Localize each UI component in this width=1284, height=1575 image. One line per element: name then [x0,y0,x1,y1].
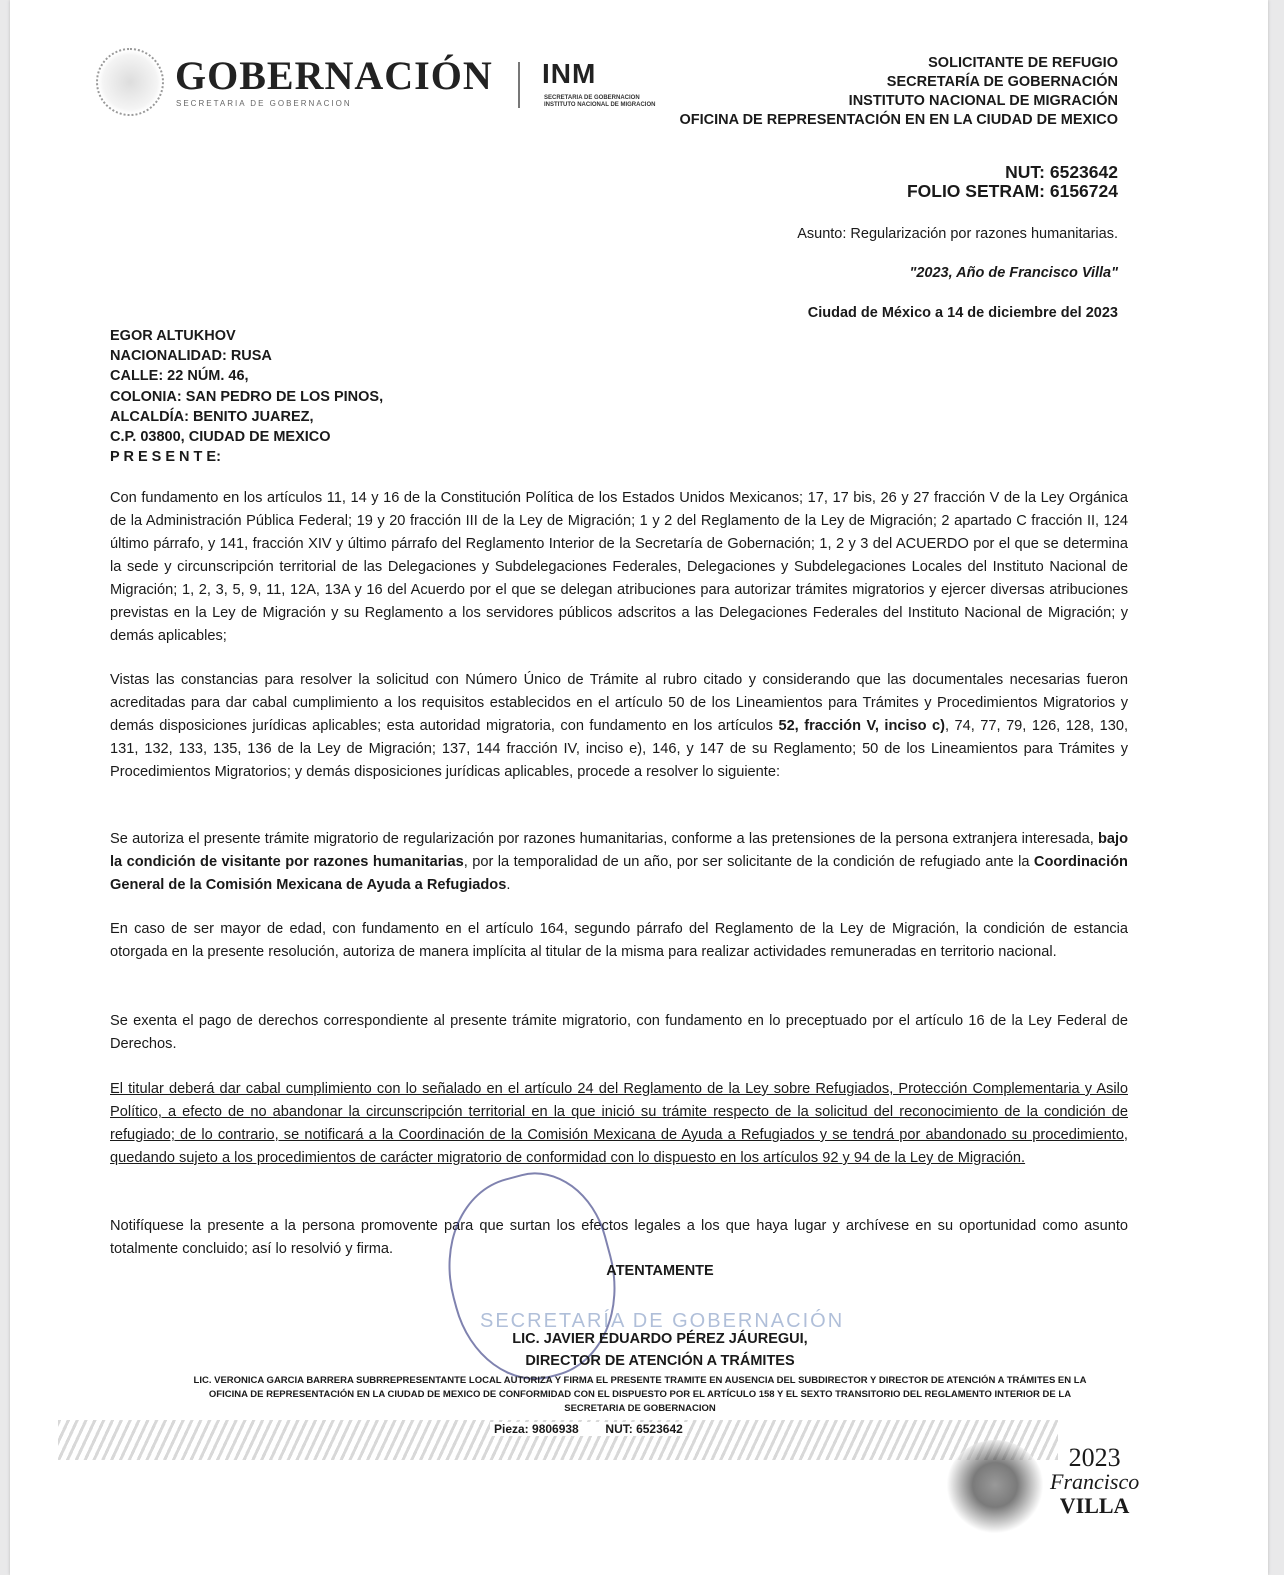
paragraph-considerations [110,669,1128,784]
footer-nut: NUT: 6523642 [605,1422,683,1436]
date: Ciudad de México a 14 de diciembre del 2023 [807,305,1118,321]
footer-line: OFICINA DE REPRESENTACIÓN EN LA CIUDAD DE MEXICO DE CONFORMIDAD CON EL DISPUESTO POR EL ARTÍCULO 158 Y EL SEXTO TRANSITORIO DEL REGLAMENTO INTERIOR DE LA [208,1389,1072,1400]
inm-sub-line: SECRETARIA DE GOBERNACION [544,95,640,101]
bold-text: bajo la condición de visitante por razones humanitarias [110,831,1128,870]
recipient-line: NACIONALIDAD: RUSA [110,348,272,365]
recipient-line: C.P. 03800, CIUDAD DE MEXICO [110,429,331,446]
gobernacion-logo: GOBERNACIÓN [175,53,493,98]
text: Se autoriza el presente trámite migratorio de regularización por razones humanitarias, conforme a las pretensiones de la persona extranjera interesada, [110,831,1098,847]
paragraph-fee-exemption: Se exenta el pago de derechos correspondiente al presente trámite migratorio, con fundamento en lo preceptuado por el artículo 16 de la Ley Federal de Derechos. [110,1013,1128,1052]
paragraph-authorization [110,828,1128,897]
bold-text: Coordinación General de la Comisión Mexicana de Ayuda a Refugiados [110,854,1128,893]
recipient-line: P R E S E N T E: [110,449,221,466]
official-stamp: SECRETARÍA DE GOBERNACIÓN [480,1310,845,1332]
text: Vistas las constancias para resolver la solicitud con Número Único de Trámite al rubro citado y considerando que las documentales necesarias fueron acreditadas para dar cabal cumplimiento a los requisitos establecidos en el artículo 50 de los Lineamientos para Trámites y Procedimientos Migratorios y demás disposiciones jurídicas aplicables; esta autoridad migratoria, con fundamento en los artículos [110,672,1128,734]
pieza-number: Pieza: 9806938 [494,1422,579,1436]
document-page [10,0,1268,1575]
francisco-villa-portrait-icon [945,1440,1045,1540]
recipient-line: EGOR ALTUKHOV [110,328,236,344]
closing: ATENTAMENTE [606,1263,714,1279]
recipient-line: ALCALDÍA: BENITO JUAREZ, [110,408,314,425]
text: . [506,877,511,893]
paragraph-notification: Notifíquese la presente a la persona promovente para que surtan los efectos legales a los que haya lugar y archívese en su oportunidad como asunto totalmente concluido; así lo resolvió y firma. [110,1218,1128,1257]
text: , 74, 77, 79, 126, 128, 130, 131, 132, 133, 135, 136 de la Ley de Migración; 137, 144 fracción IV, inciso e), 146, y 147 de su Reglamento; 50 de los Lineamientos para Trámites y Procedimientos Migratorios; y demás disposiciones jurídicas aplicables, procede a resolver lo siguiente: [110,718,1128,780]
reference-numbers [907,163,1118,201]
header-right-block [679,54,1118,130]
inm-sub-line: INSTITUTO NACIONAL DE MIGRACION [544,102,656,108]
header-line: INSTITUTO NACIONAL DE MIGRACIÓN [848,93,1118,109]
villa-name: Francisco [1050,1469,1140,1494]
footer-note [100,1374,1180,1416]
text: , por la temporalidad de un año, por ser solicitante de la condición de refugiado ante la [463,854,1034,870]
signer-title: DIRECTOR DE ATENCIÓN A TRÁMITES [525,1353,795,1369]
signer-name: LIC. JAVIER EDUARDO PÉREZ JÁUREGUI, [512,1331,808,1347]
header-line: SECRETARÍA DE GOBERNACIÓN [886,74,1118,90]
motto: "2023, Año de Francisco Villa" [909,265,1118,281]
villa-emblem [1050,1443,1140,1518]
logo-divider [518,62,520,108]
recipient-block [110,326,383,467]
header-line: SOLICITANTE DE REFUGIO [928,55,1118,71]
villa-surname: VILLA [1059,1493,1130,1518]
folio-number: FOLIO SETRAM: 6156724 [906,181,1118,201]
recipient-line: CALLE: 22 NÚM. 46, [110,368,249,385]
coat-of-arms-seal-icon [96,48,164,116]
inm-logo: INM [542,58,597,89]
pieza-nut-line [490,1422,687,1436]
nut-number: NUT: 6523642 [1005,162,1118,182]
paragraph-legal-basis: Con fundamento en los artículos 11, 14 y 16 de la Constitución Política de los Estados Unidos Mexicanos; 17, 17 bis, 26 y 27 fracción V de la Ley Orgánica de la Administración Pública Federal; 19 y 20 fracción III de la Ley de Migración; 1 y 2 del Reglamento de la Ley de Migración; 2 apartado C fracción II, 124 último párrafo, y 141, fracción XIV y último párrafo del Reglamento Interior de la Secretaría de Gobernación; 1, 2 y 3 del ACUERDO por el que se determina la sede y circunscripción territorial de las Delegaciones y Subdelegaciones Federales, Delegaciones y Subdelegaciones Locales del Instituto Nacional de Migración; 1, 2, 3, 5, 9, 11, 12A, 13A y 16 del Acuerdo por el que se delegan atribuciones para autorizar trámites migratorios y ejercer diversas atribuciones previstas en la Ley de Migración y su Reglamento a los servidores públicos adscritos a las Delegaciones Federales del Instituto Nacional de Migración; y demás aplicables; [110,490,1128,644]
recipient-line: COLONIA: SAN PEDRO DE LOS PINOS, [110,388,384,405]
paragraph-obligations: El titular deberá dar cabal cumplimiento con lo señalado en el artículo 24 del Reglamento de la Ley sobre Refugiados, Protección Complementaria y Asilo Político, a efecto de no abandonar la circunscripción territorial en la que inició su trámite respecto de la solicitud del reconocimiento de la condición de refugiado; de lo contrario, se notificará a la Coordinación de la Comisión Mexicana de Ayuda a Refugiados y se tendrá por abandonado su procedimiento, quedando sujeto a los procedimientos de carácter migratorio de conformidad con lo dispuesto en los artículos 92 y 94 de la Ley de Migración. [110,1081,1128,1166]
villa-year: 2023 [1068,1443,1121,1472]
footer-line: LIC. VERONICA GARCIA BARRERA SUBRREPRESENTANTE LOCAL AUTORIZA Y FIRMA EL PRESENTE TRAMITE EN AUSENCIA DEL SUBDIRECTOR Y DIRECTOR DE ATENCIÓN A TRÁMITES EN LA [193,1375,1087,1386]
bold-text: 52, fracción V, inciso c) [778,718,946,734]
header-line: OFICINA DE REPRESENTACIÓN EN EN LA CIUDAD DE MEXICO [679,112,1118,128]
asunto: Asunto: Regularización por razones humanitarias. [797,226,1118,242]
inm-subtitle [544,95,655,109]
gobernacion-subtitle: SECRETARIA DE GOBERNACION [176,99,352,108]
paragraph-work-permit: En caso de ser mayor de edad, con fundamento en el artículo 164, segundo párrafo del Reglamento de la Ley de Migración, la condición de estancia otorgada en la presente resolución, autoriza de manera implícita al titular de la misma para realizar actividades remuneradas en territorio nacional. [110,921,1128,960]
footer-line: SECRETARIA DE GOBERNACION [564,1403,716,1414]
